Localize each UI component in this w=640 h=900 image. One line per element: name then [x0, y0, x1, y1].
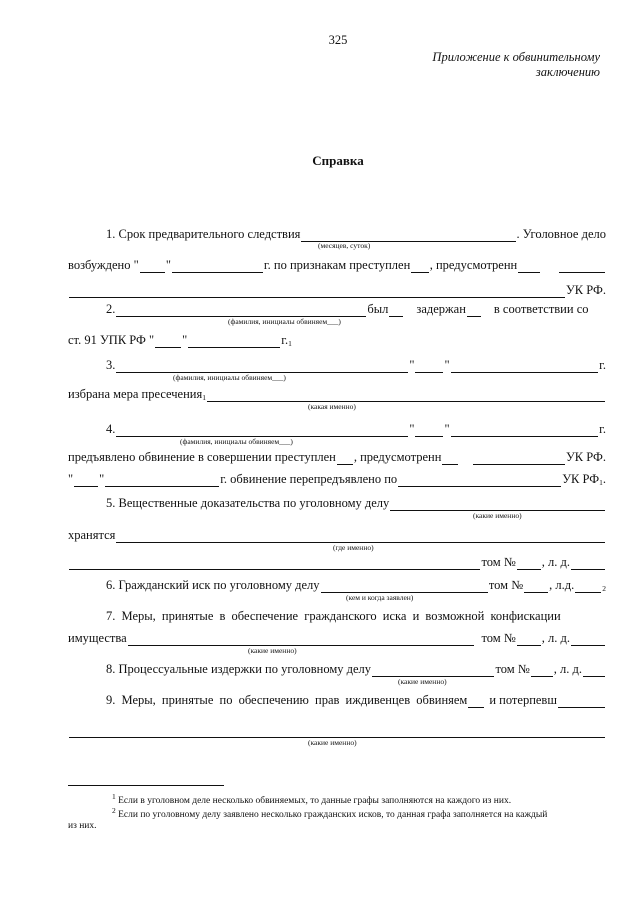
item-7-line-2 [68, 630, 606, 655]
item-4-text-e: УК РФ [562, 472, 600, 486]
item-1-line-3 [68, 282, 606, 298]
item-3-measure-label: избрана мера пресечения [68, 387, 203, 401]
item-3-hint-2: (какая именно) [308, 402, 356, 411]
item-4-day-field-2[interactable] [74, 475, 98, 487]
appendix-line-2: заключению [535, 65, 600, 79]
item-4-month-field-2[interactable] [105, 475, 219, 487]
item-2-month-field[interactable] [188, 336, 280, 348]
item-5-line-1 [68, 495, 606, 520]
item-4-text-a: предъявлено обвинение в совершении преступлен [68, 450, 336, 464]
item-5-line-2 [68, 527, 606, 552]
item-6-volume-field[interactable] [524, 581, 548, 593]
appendix-line-1: Приложение к обвинительному [432, 50, 600, 64]
item-3-quote-b: " [444, 358, 450, 372]
item-8-page-field[interactable] [583, 665, 605, 677]
footnote-2-mark: 2 [112, 806, 116, 815]
item-7-page-field[interactable] [571, 634, 605, 646]
item-2-text-f: г. [281, 333, 289, 347]
item-3-line-2 [68, 386, 606, 411]
item-4-line-1 [68, 421, 606, 446]
item-5-evidence-field[interactable] [390, 499, 605, 511]
item-1-ending-field-2[interactable] [518, 261, 539, 273]
footnote-1 [112, 792, 511, 806]
item-1-hint: (месяцев, суток) [318, 241, 371, 250]
item-6-page-label: , л.д. [549, 578, 575, 592]
item-6-volume-label: том № [488, 578, 524, 592]
item-8-volume-label: том № [495, 662, 530, 676]
item-1-after: . Уголовное дело [516, 227, 606, 241]
item-4-quote-d: " [99, 472, 105, 486]
item-3-line-1 [68, 357, 606, 382]
item-2-text-d: ст. 91 УПК РФ " [68, 333, 155, 347]
item-3-name-field[interactable] [116, 361, 408, 373]
item-1-code-end: УК РФ. [565, 283, 606, 297]
item-4-text-c: УК РФ. [565, 450, 606, 464]
item-7-line-1 [68, 608, 606, 624]
item-4-period: . [602, 472, 606, 486]
item-1-ending-field[interactable] [411, 261, 428, 273]
item-3-year-end: г. [599, 358, 606, 372]
item-8-label: 8. Процессуальные издержки по уголовному делу [106, 662, 372, 676]
item-4-hint: (фамилия, инициалы обвиняем___) [180, 437, 293, 446]
footnote-2-continued: из них. [68, 821, 97, 831]
item-2-number: 2. [106, 302, 116, 316]
item-5-line-3 [68, 554, 606, 570]
item-4-day-field[interactable] [415, 425, 443, 437]
item-5-page-label: , л. д. [541, 555, 570, 569]
item-1-month-field[interactable] [172, 261, 263, 273]
item-2-name-field[interactable] [116, 305, 366, 317]
item-4-name-field[interactable] [116, 425, 408, 437]
item-9-hint: (какие именно) [308, 738, 357, 747]
item-6-label: 6. Гражданский иск по уголовному делу [106, 578, 320, 592]
item-2-line-2 [68, 332, 606, 348]
item-3-measure-field[interactable] [207, 390, 605, 402]
item-1-article-field[interactable] [559, 261, 605, 273]
item-2-text-a: был [367, 302, 389, 316]
item-6-line-1 [68, 577, 606, 602]
item-6-page-field[interactable] [575, 581, 601, 593]
item-1-article-field-2[interactable] [69, 286, 565, 298]
item-5-volume-field[interactable] [517, 558, 541, 570]
item-9-ending-b[interactable] [558, 696, 605, 708]
item-4-year-end: г. [599, 422, 606, 436]
item-7-label: 7. Меры, принятые в обеспечение гражданского иска и возможной конфискации [106, 609, 561, 623]
item-7-volume-field[interactable] [517, 634, 541, 646]
item-1-text-c: г. по признакам преступлен [263, 258, 411, 272]
item-7-measures-field[interactable] [128, 634, 475, 646]
item-1-text-a: возбуждено " [68, 258, 139, 272]
item-4-number: 4. [106, 422, 116, 436]
item-4-line-2 [68, 449, 606, 465]
item-3-number: 3. [106, 358, 116, 372]
item-9-measures-field[interactable] [69, 726, 605, 738]
item-9-line-2 [68, 722, 606, 747]
item-4-article-field[interactable] [473, 453, 565, 465]
item-8-line-1 [68, 661, 606, 686]
item-7-property-label: имущества [68, 631, 127, 645]
footnote-rule [68, 785, 224, 786]
item-2-footnote-mark: 1 [288, 339, 292, 348]
item-9-line-1 [68, 692, 606, 708]
item-6-footnote-mark: 2 [602, 584, 606, 593]
item-6-claim-field[interactable] [321, 581, 488, 593]
page-number: 325 [328, 33, 348, 47]
footnote-2 [112, 806, 547, 820]
item-4-ending-a[interactable] [337, 453, 353, 465]
item-4-quote-c: " [68, 472, 74, 486]
item-4-quote-a: " [409, 422, 415, 436]
item-1-line-1 [68, 226, 606, 250]
item-4-line-3 [68, 471, 606, 487]
item-2-ending-b[interactable] [467, 305, 481, 317]
item-2-hint: (фамилия, инициалы обвиняем___) [228, 317, 341, 326]
item-5-page-field[interactable] [571, 558, 605, 570]
item-3-hint: (фамилия, инициалы обвиняем___) [173, 373, 286, 382]
item-3-day-field[interactable] [415, 361, 443, 373]
item-2-ending-a[interactable] [389, 305, 403, 317]
item-8-page-label: , л. д. [553, 662, 582, 676]
item-2-text-c: в соответствии со [493, 302, 589, 316]
item-1-day-field[interactable] [140, 261, 165, 273]
item-4-text-d: г. обвинение перепредъявлено по [220, 472, 398, 486]
item-4-footnote-mark: 1 [599, 478, 603, 487]
item-3-month-field[interactable] [451, 361, 599, 373]
item-4-article-field-2[interactable] [398, 475, 561, 487]
item-3-quote-a: " [409, 358, 415, 372]
footnote-2-text: Если по уголовному делу заявлено несколько гражданских исков, то данная графа заполняется на каждый [118, 810, 548, 821]
item-4-text-b: , предусмотренн [353, 450, 442, 464]
item-1-line-2 [68, 257, 606, 273]
item-5-location-field-2[interactable] [69, 558, 480, 570]
item-7-volume-label: том № [481, 631, 516, 645]
item-4-month-field[interactable] [451, 425, 599, 437]
item-5-volume-label: том № [481, 555, 516, 569]
item-8-hint: (какие именно) [398, 677, 447, 686]
item-5-hint: (какие именно) [473, 511, 522, 520]
item-1-text-d: , предусмотренн [429, 258, 518, 272]
item-4-quote-b: " [444, 422, 450, 436]
item-9-label: 9. Меры, принятые по обеспечению прав иждивенцев обвиняем [106, 693, 468, 707]
item-7-page-label: , л. д. [541, 631, 570, 645]
item-2-line-1 [68, 301, 606, 326]
item-5-stored-label: хранятся [68, 528, 116, 542]
item-5-label: 5. Вещественные доказательства по уголовному делу [106, 496, 390, 510]
footnote-1-text: Если в уголовном деле несколько обвиняемых, то данные графы заполняются на каждого из них. [118, 796, 512, 807]
item-5-location-field[interactable] [116, 531, 605, 543]
item-4-ending-b[interactable] [442, 453, 458, 465]
item-2-text-b: задержан [416, 302, 466, 316]
item-7-hint: (какие именно) [248, 646, 297, 655]
document-title: Справка [312, 153, 364, 168]
item-6-hint: (кем и когда заявлен) [346, 593, 414, 602]
item-8-volume-field[interactable] [531, 665, 553, 677]
item-3-footnote-mark: 1 [202, 393, 206, 402]
item-9-ending-a[interactable] [468, 696, 484, 708]
item-5-hint-2: (где именно) [333, 543, 374, 552]
item-2-day-field[interactable] [155, 336, 181, 348]
item-8-costs-field[interactable] [372, 665, 494, 677]
item-2-text-e: " [182, 333, 188, 347]
footnote-1-mark: 1 [112, 792, 116, 801]
item-1-text-b: " [165, 258, 171, 272]
item-1-label: 1. Срок предварительного следствия [106, 227, 301, 241]
item-9-text-b: и потерпевш [489, 693, 557, 707]
